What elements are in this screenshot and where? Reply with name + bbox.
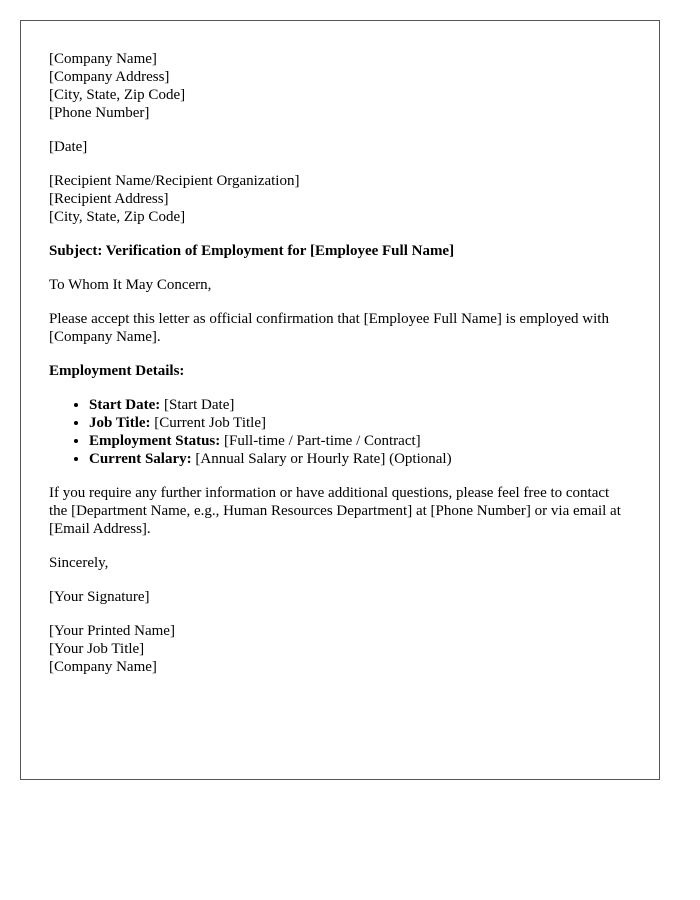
detail-label: Current Salary: <box>89 451 192 467</box>
details-list <box>49 396 631 468</box>
sender-phone: [Phone Number] <box>49 105 150 121</box>
letter-page <box>20 20 660 780</box>
recipient-name: [Recipient Name/Recipient Organization] <box>49 173 300 189</box>
signer-printed-name: [Your Printed Name] <box>49 623 175 639</box>
signer-company-name: [Company Name] <box>49 659 157 675</box>
sender-company-name: [Company Name] <box>49 51 157 67</box>
detail-label: Job Title: <box>89 415 151 431</box>
detail-value: [Full-time / Part-time / Contract] <box>220 433 421 449</box>
signature-placeholder: [Your Signature] <box>49 589 150 605</box>
letter-date: [Date] <box>49 139 88 155</box>
detail-item-start-date <box>89 396 631 414</box>
contact-paragraph: If you require any further information or have additional questions, please feel free to contact the [Department Name, e.g., Human Resources Department] at [Phone Number] or via email at [Email Address]. <box>49 485 621 537</box>
subject-line: Subject: Verification of Employment for [Employee Full Name] <box>49 243 455 259</box>
detail-item-current-salary <box>89 450 631 468</box>
closing: Sincerely, <box>49 555 109 571</box>
detail-value: [Start Date] <box>160 397 235 413</box>
recipient-city-state-zip: [City, State, Zip Code] <box>49 209 186 225</box>
detail-value: [Annual Salary or Hourly Rate] (Optional) <box>191 451 452 467</box>
sender-block <box>49 50 631 122</box>
detail-label: Employment Status: <box>89 433 221 449</box>
detail-label: Start Date: <box>89 397 161 413</box>
signer-block <box>49 622 631 676</box>
recipient-address: [Recipient Address] <box>49 191 169 207</box>
detail-value: [Current Job Title] <box>150 415 266 431</box>
detail-item-job-title <box>89 414 631 432</box>
salutation: To Whom It May Concern, <box>49 277 212 293</box>
sender-company-address: [Company Address] <box>49 69 170 85</box>
intro-paragraph: Please accept this letter as official confirmation that [Employee Full Name] is employed with [Company Name]. <box>49 311 609 345</box>
recipient-block <box>49 172 631 226</box>
date-block <box>49 138 631 156</box>
sender-city-state-zip: [City, State, Zip Code] <box>49 87 186 103</box>
signer-job-title: [Your Job Title] <box>49 641 145 657</box>
details-heading: Employment Details: <box>49 363 185 379</box>
detail-item-employment-status <box>89 432 631 450</box>
